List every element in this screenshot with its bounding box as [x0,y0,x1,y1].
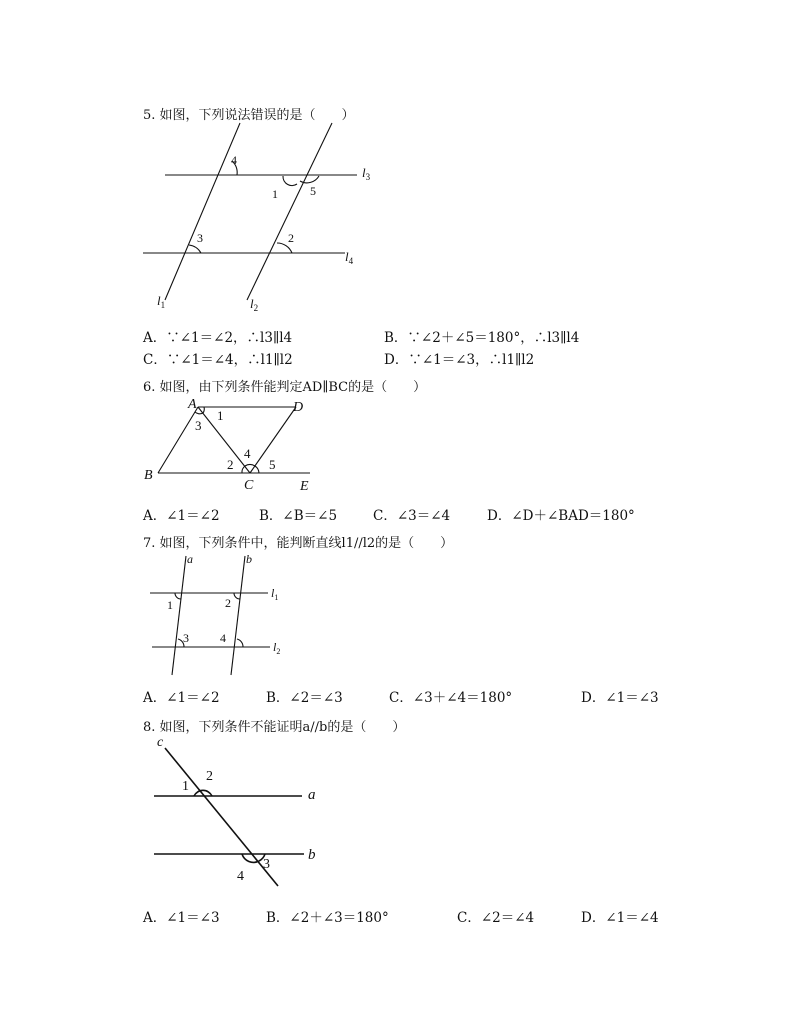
option-text: ∠1＝∠3 [166,910,220,926]
arc-4 [245,464,255,466]
label-n4: 4 [237,869,244,884]
option-text: ∵∠1＝∠4，∴l1∥l2 [166,352,293,368]
label-n3: 3 [183,631,189,645]
q5-figure [135,118,375,318]
arc-2 [234,593,240,599]
segment-AB [158,407,198,473]
arc-5 [255,466,259,473]
option-text: ∠3＋∠4＝180° [412,690,513,706]
label-l2: $l_2$ [273,640,281,656]
segment-AC [198,407,250,473]
label-n1: 1 [182,779,189,794]
q8-option-b[interactable] [266,906,389,926]
label-l1: $l_1$ [271,586,279,602]
option-letter: C． [143,352,167,368]
label-n4: 4 [220,631,226,645]
q7-option-b[interactable] [266,686,343,706]
label-angle-1: 1 [272,187,278,201]
label-n3: 3 [263,857,270,872]
label-n2: 2 [225,596,231,610]
label-A: A [188,397,197,412]
label-a: a [187,552,193,566]
label-l4: $l_4$ [345,249,354,266]
q6-option-c[interactable] [373,504,450,524]
line-l2 [247,123,332,300]
option-letter: A． [143,690,167,706]
label-angle-3: 3 [197,231,203,245]
option-letter: B． [259,508,283,524]
label-b: b [246,552,252,566]
label-l1: $l_1$ [157,293,166,310]
line-b [231,556,245,675]
label-D: D [293,400,304,415]
q5-option-a[interactable] [143,326,292,346]
label-n2: 2 [206,769,213,784]
arc-5 [300,176,319,183]
q6-option-a[interactable] [143,504,220,524]
option-letter: A． [143,330,167,346]
q6-option-d[interactable] [487,504,635,524]
label-l2: $l_2$ [250,296,259,313]
label-angle-4: 4 [231,153,237,167]
option-text: ∠D＋∠BAD＝180° [511,508,635,524]
line-l1 [165,123,240,300]
q7-figure [140,551,300,681]
option-text: ∠1＝∠4 [605,910,659,926]
label-C: C [244,478,254,493]
option-letter: C． [373,508,397,524]
option-letter: B． [266,910,290,926]
label-l3: $l_3$ [362,165,371,182]
option-text: ∠2＝∠3 [289,690,343,706]
q8-option-c[interactable] [457,906,534,926]
q7-option-d[interactable] [581,686,659,706]
option-text: ∵∠1＝∠2，∴l3∥l4 [166,330,293,346]
label-c: c [157,735,164,750]
option-text: ∵∠1＝∠3，∴l1∥l2 [408,352,535,368]
option-letter: B． [384,330,408,346]
q7-option-a[interactable] [143,686,220,706]
q7-option-c[interactable] [389,686,512,706]
q8-stem: 8. 如图，下列条件不能证明a//b的是（ ） [143,720,406,735]
arc-1 [203,407,204,413]
line-a [172,556,186,675]
label-n2: 2 [227,457,234,472]
option-text: ∠3＝∠4 [396,508,451,524]
option-text: ∠1＝∠2 [166,508,220,524]
arc-1 [283,176,297,186]
arc-2 [242,466,245,473]
option-letter: D． [581,690,606,706]
label-b: b [308,847,316,863]
q5-option-b[interactable] [384,326,579,346]
label-angle-5: 5 [310,184,316,198]
q7-stem: 7. 如图，下列条件中，能判断直线l1//l2的是（ ） [143,536,454,551]
option-text: ∠1＝∠2 [166,690,220,706]
arc-4 [242,854,259,862]
arc-4 [237,639,243,647]
q6-stem: 6. 如图，由下列条件能判定AD∥BC的是（ ） [143,380,427,395]
q8-option-a[interactable] [143,906,220,926]
label-E: E [300,479,309,493]
label-a: a [308,787,316,803]
q5-option-d[interactable] [384,348,534,368]
label-n1: 1 [217,408,224,423]
option-text: ∵∠2＋∠5＝180°，∴l3∥l4 [407,330,580,346]
option-letter: C． [457,910,481,926]
option-text: ∠2＝∠4 [480,910,535,926]
option-letter: D． [487,508,512,524]
q6-option-b[interactable] [259,504,337,524]
option-letter: D． [581,910,606,926]
q5-option-c[interactable] [143,348,293,368]
option-text: ∠1＝∠3 [605,690,659,706]
label-B: B [144,468,153,483]
option-letter: D． [384,352,409,368]
arc-3 [189,245,201,253]
label-n5: 5 [269,457,276,472]
q8-option-d[interactable] [581,906,659,926]
option-letter: B． [266,690,290,706]
option-letter: A． [143,508,167,524]
option-text: ∠B＝∠5 [282,508,338,524]
option-text: ∠2＋∠3＝180° [289,910,389,926]
q6-figure [140,393,340,493]
q5-stem: 5. 如图，下列说法错误的是（ ） [143,108,355,123]
option-letter: C． [389,690,413,706]
option-letter: A． [143,910,167,926]
label-angle-2: 2 [288,231,294,245]
label-n1: 1 [167,598,173,612]
line-c [165,748,278,886]
label-n3: 3 [195,418,202,433]
q8-figure [140,732,340,892]
label-n4: 4 [244,446,251,461]
arc-1 [175,593,181,599]
